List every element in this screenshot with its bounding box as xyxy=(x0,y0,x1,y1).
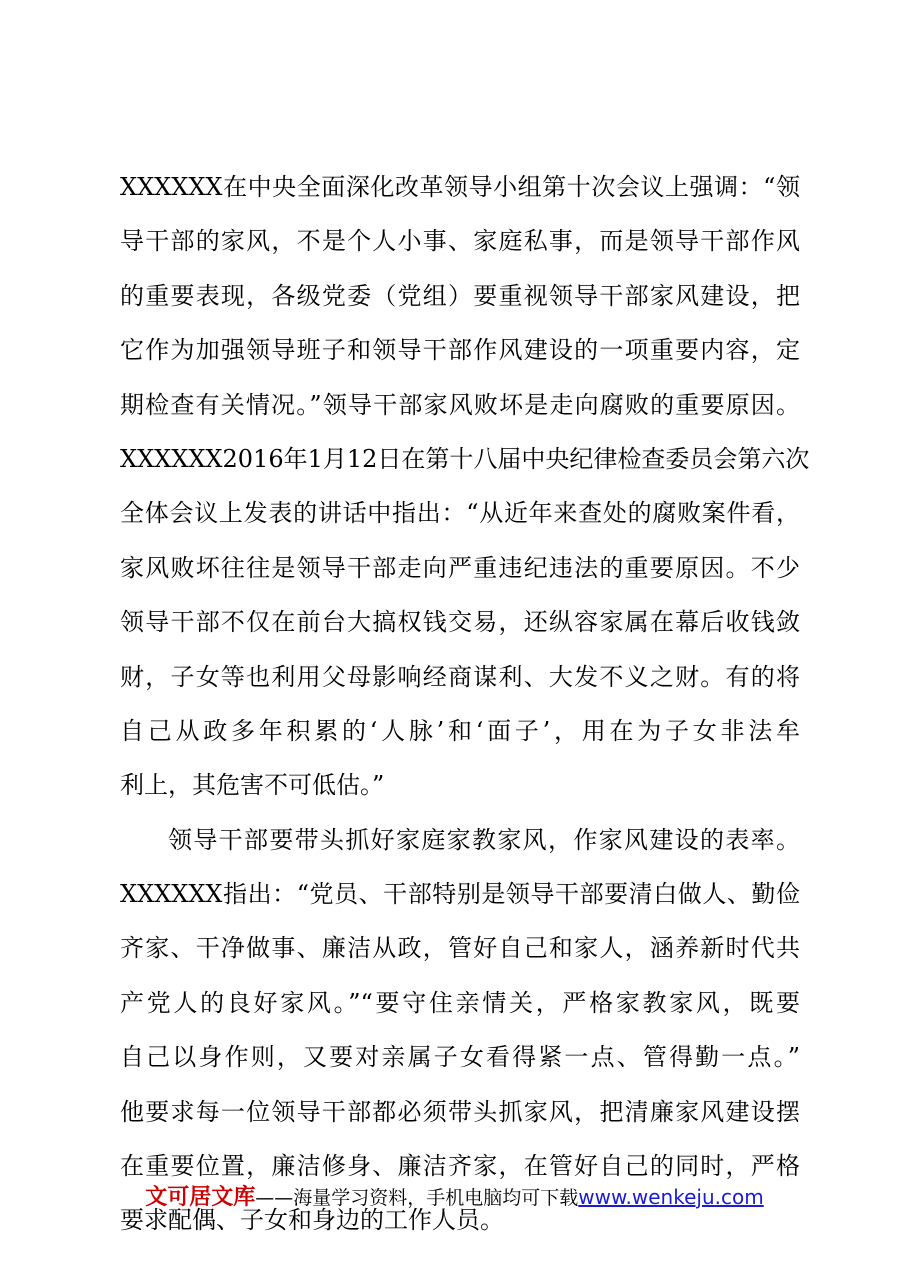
paragraph-2-line-8: 要求配偶、子女和身边的工作人员。 xyxy=(120,1206,504,1235)
footer-tagline: ——海量学习资料，手机电脑均可下载 xyxy=(255,1187,579,1209)
paragraph-1-line-1: XXXXXX在中央全面深化改革领导小组第十次会议上强调：“领 xyxy=(120,173,800,201)
paragraph-2-line-5: 自己以身作则，又要对亲属子女看得紧一点、管得勤一点。” xyxy=(120,1043,800,1072)
paragraph-2-line-4: 产党人的良好家风。”“要守住亲情关，严格家教家风，既要 xyxy=(120,988,800,1017)
paragraph-2-line-2: XXXXXX指出：“党员、干部特别是领导干部要清白做人、勤俭 xyxy=(120,880,800,909)
paragraph-1-line-6: XXXXXX2016年1月12日在第十八届中央纪律检查委员会第六次 xyxy=(120,444,810,473)
footer-website-link[interactable]: www.wenkeju.com xyxy=(578,1185,764,1209)
paragraph-1-line-7: 全体会议上发表的讲话中指出：“从近年来查处的腐败案件看， xyxy=(120,499,800,528)
paragraph-1-line-8: 家风败坏往往是领导干部走向严重违纪违法的重要原因。不少 xyxy=(120,553,800,582)
paragraph-2-line-3: 齐家、干净做事、廉洁从政，管好自己和家人，涵养新时代共 xyxy=(120,934,800,963)
paragraph-2-line-7: 在重要位置，廉洁修身、廉洁齐家，在管好自己的同时，严格 xyxy=(120,1152,800,1181)
paragraph-1-line-10: 财，子女等也利用父母影响经商谋利、大发不义之财。有的将 xyxy=(120,662,800,691)
paragraph-1-line-5: 期检查有关情况。”领导干部家风败坏是走向腐败的重要原因。 xyxy=(120,390,800,419)
paragraph-1-line-2: 导干部的家风，不是个人小事、家庭私事，而是领导干部作风 xyxy=(120,227,800,256)
footer-brand: 文可居文库 xyxy=(145,1185,256,1210)
paragraph-1-line-4: 它作为加强领导班子和领导干部作风建设的一项重要内容，定 xyxy=(120,336,800,365)
paragraph-2-line-1: 领导干部要带头抓好家庭家教家风，作家风建设的表率。 xyxy=(168,825,800,854)
paragraph-1-line-3: 的重要表现，各级党委（党组）要重视领导干部家风建设，把 xyxy=(120,281,800,310)
paragraph-1-line-9: 领导干部不仅在前台大搞权钱交易，还纵容家属在幕后收钱敛 xyxy=(120,608,800,637)
paragraph-2-line-6: 他要求每一位领导干部都必须带头抓家风，把清廉家风建设摆 xyxy=(120,1097,800,1126)
paragraph-1-line-12: 利上，其危害不可低估。” xyxy=(120,771,385,800)
document-body xyxy=(120,160,810,1248)
paragraph-1-line-11: 自己从政多年积累的‘人脉’和‘面子’，用在为子女非法牟 xyxy=(120,716,800,745)
footer-banner xyxy=(0,1180,909,1211)
